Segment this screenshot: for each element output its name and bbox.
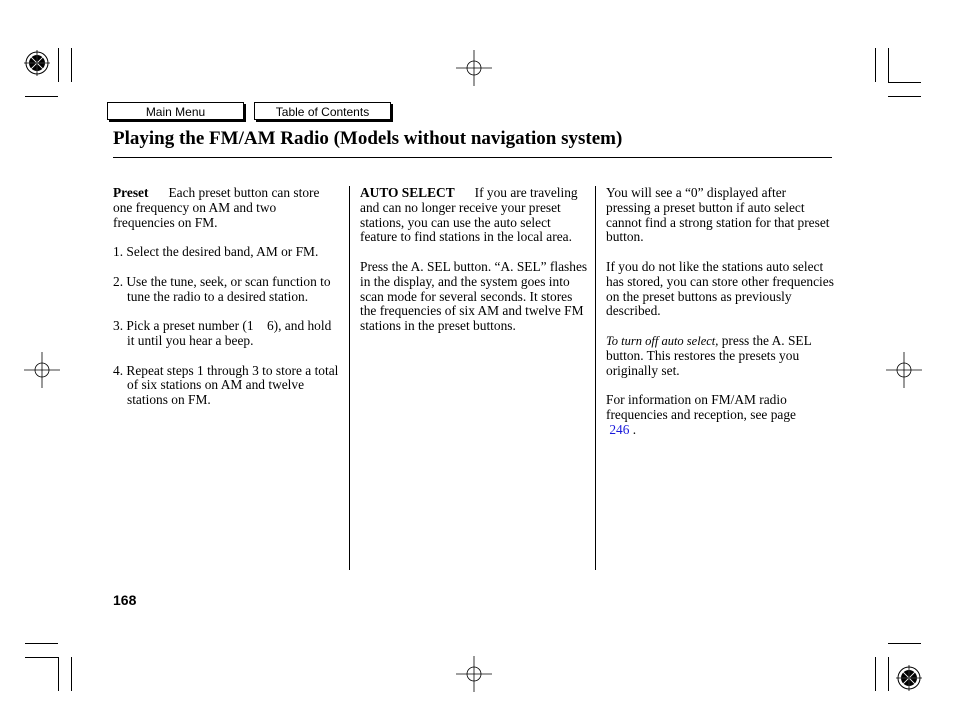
column-divider	[595, 186, 596, 570]
info-paragraph-1: You will see a “0” displayed after pressing a preset button if auto select cannot find a strong station for that preset button.	[606, 185, 830, 245]
page-title: Playing the FM/AM Radio (Models without navigation system)	[113, 128, 623, 149]
registration-sunburst-icon	[24, 50, 50, 76]
step-3: 3. Pick a preset number (1 6), and hold it until you hear a beep.	[113, 318, 332, 348]
reference-text: For information on FM/AM radio frequencies and reception, see page	[606, 392, 796, 422]
title-rule	[113, 157, 832, 158]
crosshair-icon	[886, 352, 922, 388]
registration-sunburst-icon	[896, 665, 922, 691]
column-divider	[349, 186, 350, 570]
auto-select-heading: AUTO SELECT	[360, 185, 455, 200]
column-preset	[113, 186, 341, 423]
auto-select-text: If you are traveling and can no longer receive your preset stations, you can use the auto select feature to find stations in the local area.	[360, 185, 578, 245]
turn-off-text: press the A. SEL button. This restores the presets you originally set.	[606, 332, 812, 378]
crosshair-icon	[456, 50, 492, 86]
turn-off-italic: To turn off auto select,	[606, 333, 719, 348]
auto-select-paragraph	[360, 186, 588, 245]
crosshair-icon	[456, 656, 492, 692]
column-info	[606, 186, 834, 452]
info-paragraph-4	[606, 393, 834, 437]
preset-text: Each preset button can store one frequency on AM and two frequencies on FM.	[113, 185, 320, 230]
page-number: 168	[113, 592, 137, 608]
step-4: 4. Repeat steps 1 through 3 to store a total of six stations on AM and twelve stations on FM.	[113, 362, 339, 408]
preset-heading: Preset	[113, 185, 149, 200]
column-auto-select	[360, 186, 588, 349]
table-of-contents-button[interactable]: Table of Contents	[254, 102, 391, 120]
info-paragraph-3	[606, 334, 834, 378]
preset-paragraph	[113, 186, 341, 230]
info-paragraph-2: If you do not like the stations auto select has stored, you can store other frequencies on the preset buttons as previously described.	[606, 258, 834, 319]
main-menu-button[interactable]: Main Menu	[107, 102, 244, 120]
step-2: 2. Use the tune, seek, or scan function to tune the radio to a desired station.	[113, 273, 331, 304]
reference-end: .	[629, 421, 637, 437]
auto-select-paragraph-2: Press the A. SEL button. “A. SEL” flashes in the display, and the system goes into scan mode for several seconds. It stores the frequencies of six AM and twelve FM stations in the preset buttons.	[360, 258, 588, 334]
crosshair-icon	[24, 352, 60, 388]
page-246-link[interactable]: 246	[609, 421, 630, 437]
step-1: 1. Select the desired band, AM or FM.	[113, 244, 319, 260]
